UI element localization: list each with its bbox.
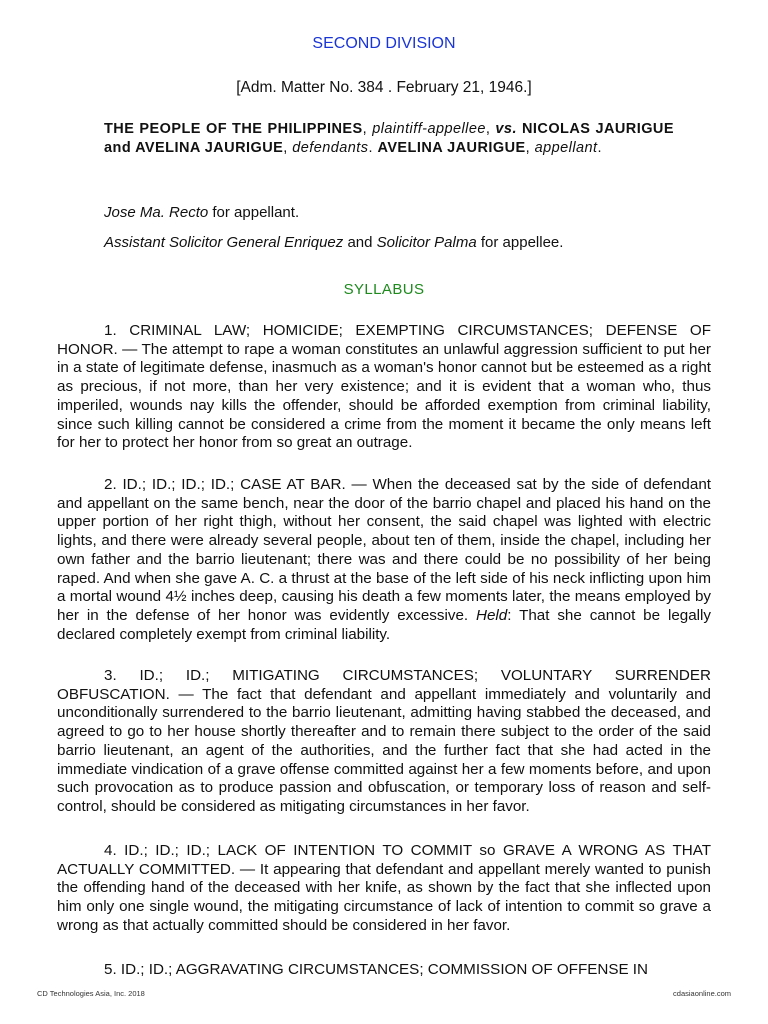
footer-website: cdasiaonline.com bbox=[673, 989, 731, 998]
syllabus-paragraph-4: 4. ID.; ID.; ID.; LACK OF INTENTION TO COMMIT so GRAVE A WRONG AS THAT ACTUALLY COMMITTED. — It appearing that defendant and appellant merely wanted to punish the offending hand of the deceased with her knife, as shown by the fact that she inflected upon him only one single wound, the mitigating circumstance of lack of intention to commit so grave a wrong as that actually committed should be considered in her favor. bbox=[57, 842, 711, 934]
appellee-counsel-name-2: Solicitor Palma bbox=[376, 234, 477, 251]
division-heading: SECOND DIVISION bbox=[312, 35, 456, 52]
defendants-names: NICOLAS JAURIGUE and AVELINA JAURIGUE bbox=[104, 121, 674, 156]
appellee-counsel-name-1: Assistant Solicitor General Enriquez bbox=[104, 234, 344, 251]
plaintiff-name: THE PEOPLE OF THE PHILIPPINES bbox=[104, 121, 363, 137]
appellee-counsel-line bbox=[104, 234, 704, 251]
syllabus-paragraph-1: 1. CRIMINAL LAW; HOMICIDE; EXEMPTING CIRCUMSTANCES; DEFENSE OF HONOR. — The attempt to rape a woman constitutes an unlawful aggression sufficient to put her in a state of legitimate defense, inasmuch as a woman's honor cannot but be esteemed as a right as precious, if not more, than her very existence; and it is evident that a woman who, thus imperiled, wounds nay kills the offender, should be afforded exemption from criminal liability, since such killing cannot be considered a crime from the moment it became the only means left for her to protect her honor from so great an outrage. bbox=[57, 322, 711, 452]
appellant-counsel-suffix: for appellant. bbox=[208, 204, 300, 221]
syllabus-paragraph-3: 3. ID.; ID.; MITIGATING CIRCUMSTANCES; VOLUNTARY SURRENDER OBFUSCATION. — The fact that defendant and appellant immediately and voluntarily and unconditionally surrendered to the barrio lieutenant, admitting having stabbed the deceased, and agreed to go to her house shortly thereafter and to remain there subject to the order of the said barrio lieutenant, an agent of the authorities, and the further fact that she had acted in the immediate vindication of a grave offense committed against her a few moments before, and upon such provocation as to produce passion and obfuscation, or temporary loss of reason and self-control, should be considered as mitigating circumstances in her favor. bbox=[57, 667, 711, 815]
appellant-role: appellant bbox=[534, 140, 598, 156]
case-reference: [Adm. Matter No. 384 . February 21, 1946.] bbox=[236, 79, 532, 96]
held-label: Held bbox=[476, 606, 508, 624]
footer-publisher: CD Technologies Asia, Inc. 2018 bbox=[37, 989, 145, 998]
appellant-counsel-name: Jose Ma. Recto bbox=[104, 204, 209, 221]
syllabus-paragraph-5: 5. ID.; ID.; AGGRAVATING CIRCUMSTANCES; COMMISSION OF OFFENSE IN bbox=[104, 961, 648, 978]
syllabus-paragraph-2 bbox=[57, 476, 711, 644]
defendants-role: defendants bbox=[292, 140, 369, 156]
syllabus-heading: SYLLABUS bbox=[343, 281, 425, 298]
appellant-counsel-line bbox=[104, 204, 704, 221]
appellee-counsel-and: and bbox=[343, 234, 377, 251]
syllabus-paragraph-2-body: 2. ID.; ID.; ID.; ID.; CASE AT BAR. — When the deceased sat by the side of defendant and appellant on the same bench, near the door of the barrio chapel and placed his hand on the upper portion of her right thigh, without her consent, the said chapel was lighted with electric lights, and there were already several people, about ten of them, inside the chapel, including her own father and the barrio lieutenant; there was and there could be no possibility of her being raped. And when she gave A. C. a thrust at the base of the left side of his neck inflicting upon him a mortal wound 4½ inches deep, causing his death a few moments later, the means employed by her in the defense of her honor was evidently excessive. bbox=[57, 476, 711, 624]
appellant-name: AVELINA JAURIGUE bbox=[377, 140, 526, 156]
appellee-counsel-suffix: for appellee. bbox=[476, 234, 564, 251]
syllabus-paragraph-2-holding: : That she cannot be legally declared completely exempt from criminal liability. bbox=[57, 606, 711, 643]
plaintiff-role: plaintiff-appellee bbox=[372, 121, 486, 137]
case-parties: THE PEOPLE OF THE PHILIPPINES, plaintiff-appellee, vs. NICOLAS JAURIGUE and AVELINA JAURIGUE, defendants. AVELINA JAURIGUE, appellant. bbox=[104, 121, 674, 156]
versus-label: vs. bbox=[495, 121, 517, 137]
